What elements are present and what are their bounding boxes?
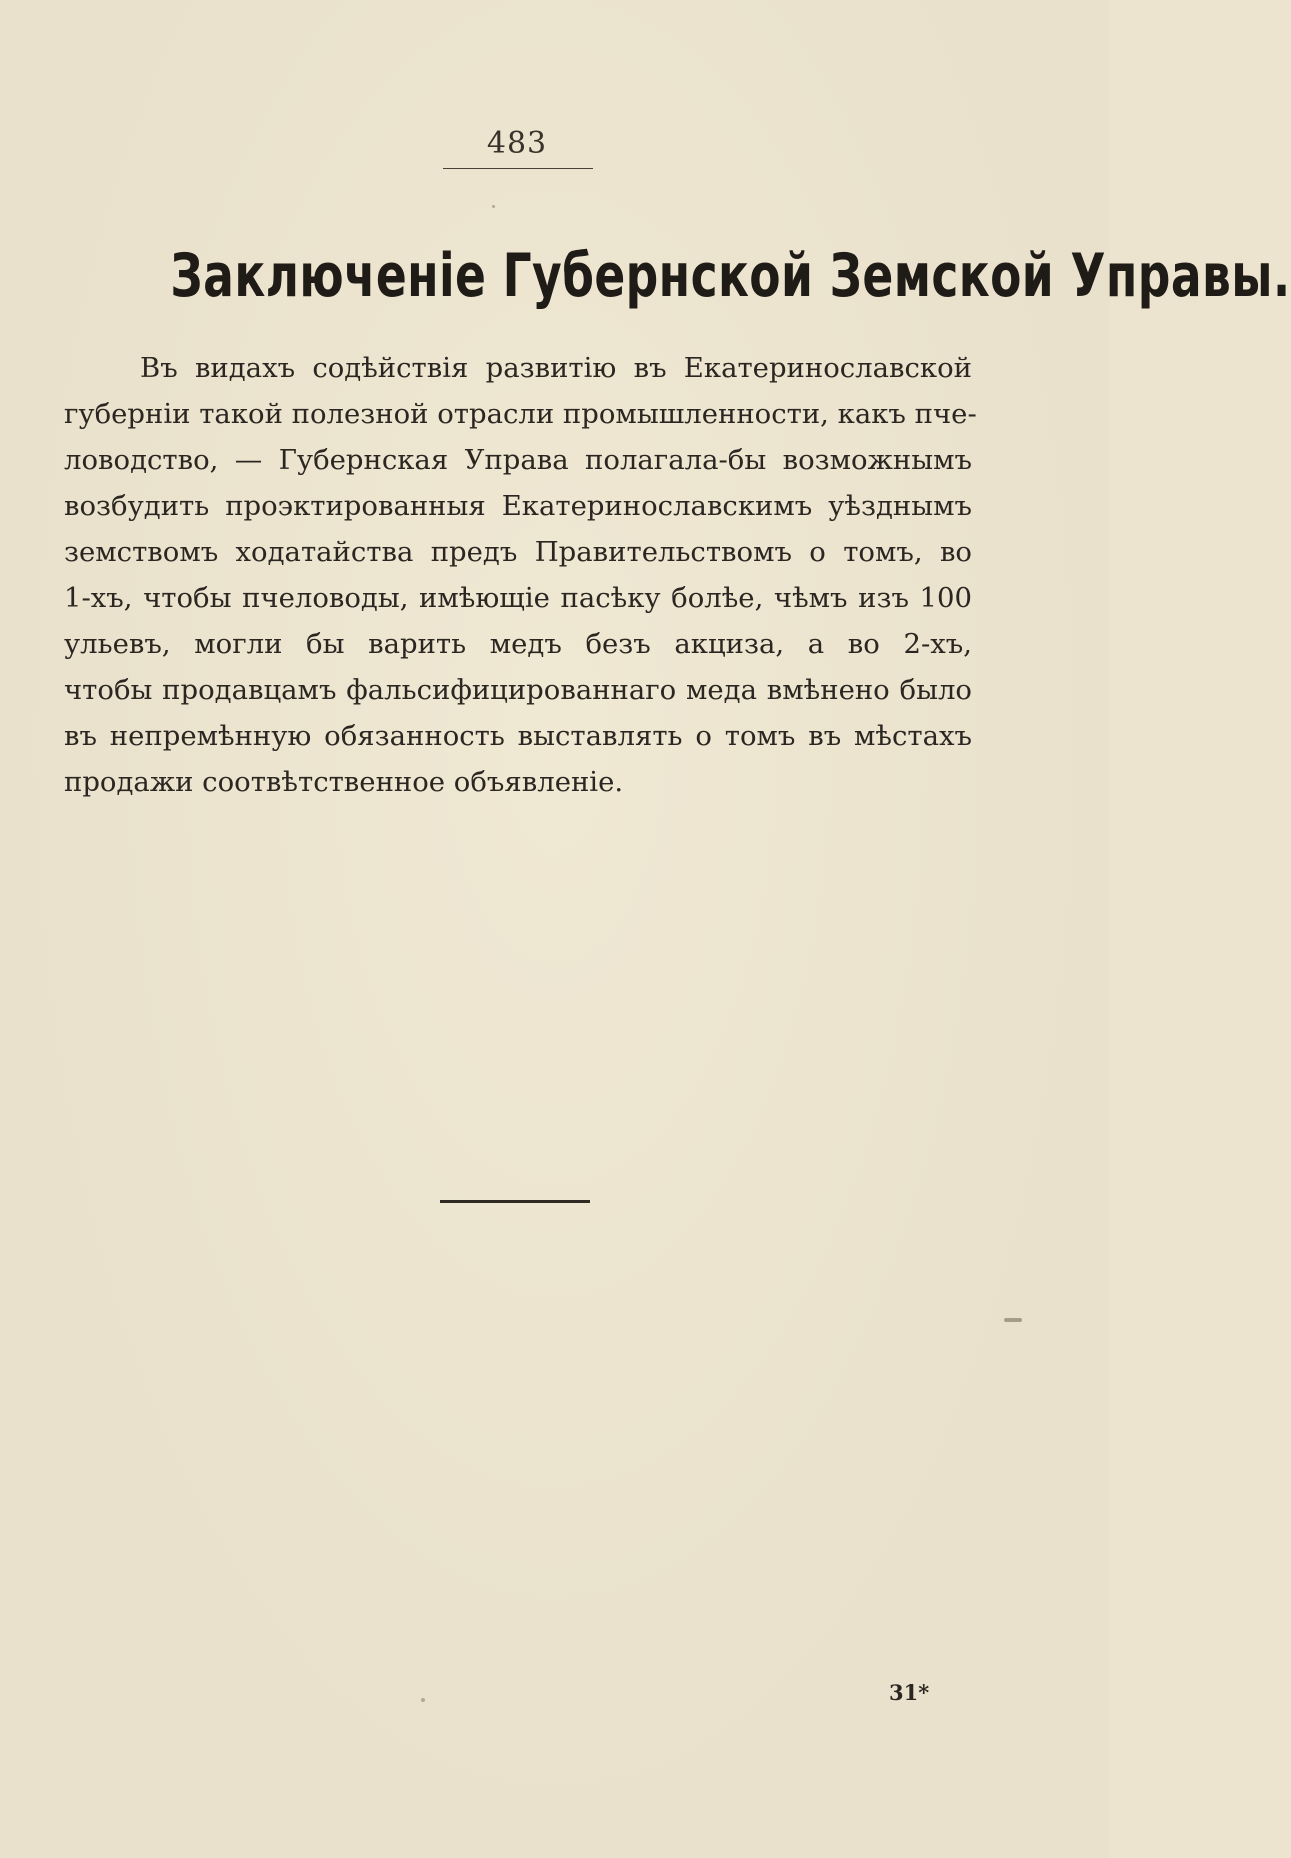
paragraph-line: въ непремѣнную обязанность выставлять о томъ въ мѣстахъ xyxy=(64,720,972,752)
paper-speck xyxy=(421,1698,425,1702)
paragraph-line: продажи соотвѣтственное объявленіе. xyxy=(64,766,624,798)
paragraph-line: ловодство, — Губернская Управа полагала-бы возможнымъ xyxy=(64,444,972,476)
paragraph-line: земствомъ ходатайства предъ Правительствомъ о томъ, во xyxy=(64,536,972,568)
printer-signature: 31* xyxy=(889,1680,930,1705)
header-rule xyxy=(443,168,593,169)
page-number: 483 xyxy=(486,126,548,161)
section-heading: Заключеніе Губернской Земской Управы. xyxy=(170,241,1291,311)
paragraph-line: Въ видахъ содѣйствія развитію въ Екатеринославской xyxy=(140,352,972,384)
paragraph-line: губерніи такой полезной отрасли промышленности, какъ пче- xyxy=(64,398,977,430)
paragraph-line: ульевъ, могли бы варить медъ безъ акциза, а во 2-хъ, xyxy=(64,628,972,660)
paragraph-line: 1-хъ, чтобы пчеловоды, имѣющіе пасѣку болѣе, чѣмъ изъ 100 xyxy=(64,582,972,614)
paper-speck xyxy=(1004,1318,1022,1322)
paper-speck xyxy=(492,205,495,208)
paragraph-line: возбудить проэктированныя Екатеринославскимъ уѣзднымъ xyxy=(64,490,972,522)
end-rule xyxy=(440,1200,590,1203)
paragraph-line: чтобы продавцамъ фальсифицированнаго меда вмѣнено было xyxy=(64,674,972,706)
body-paragraph xyxy=(64,345,977,805)
